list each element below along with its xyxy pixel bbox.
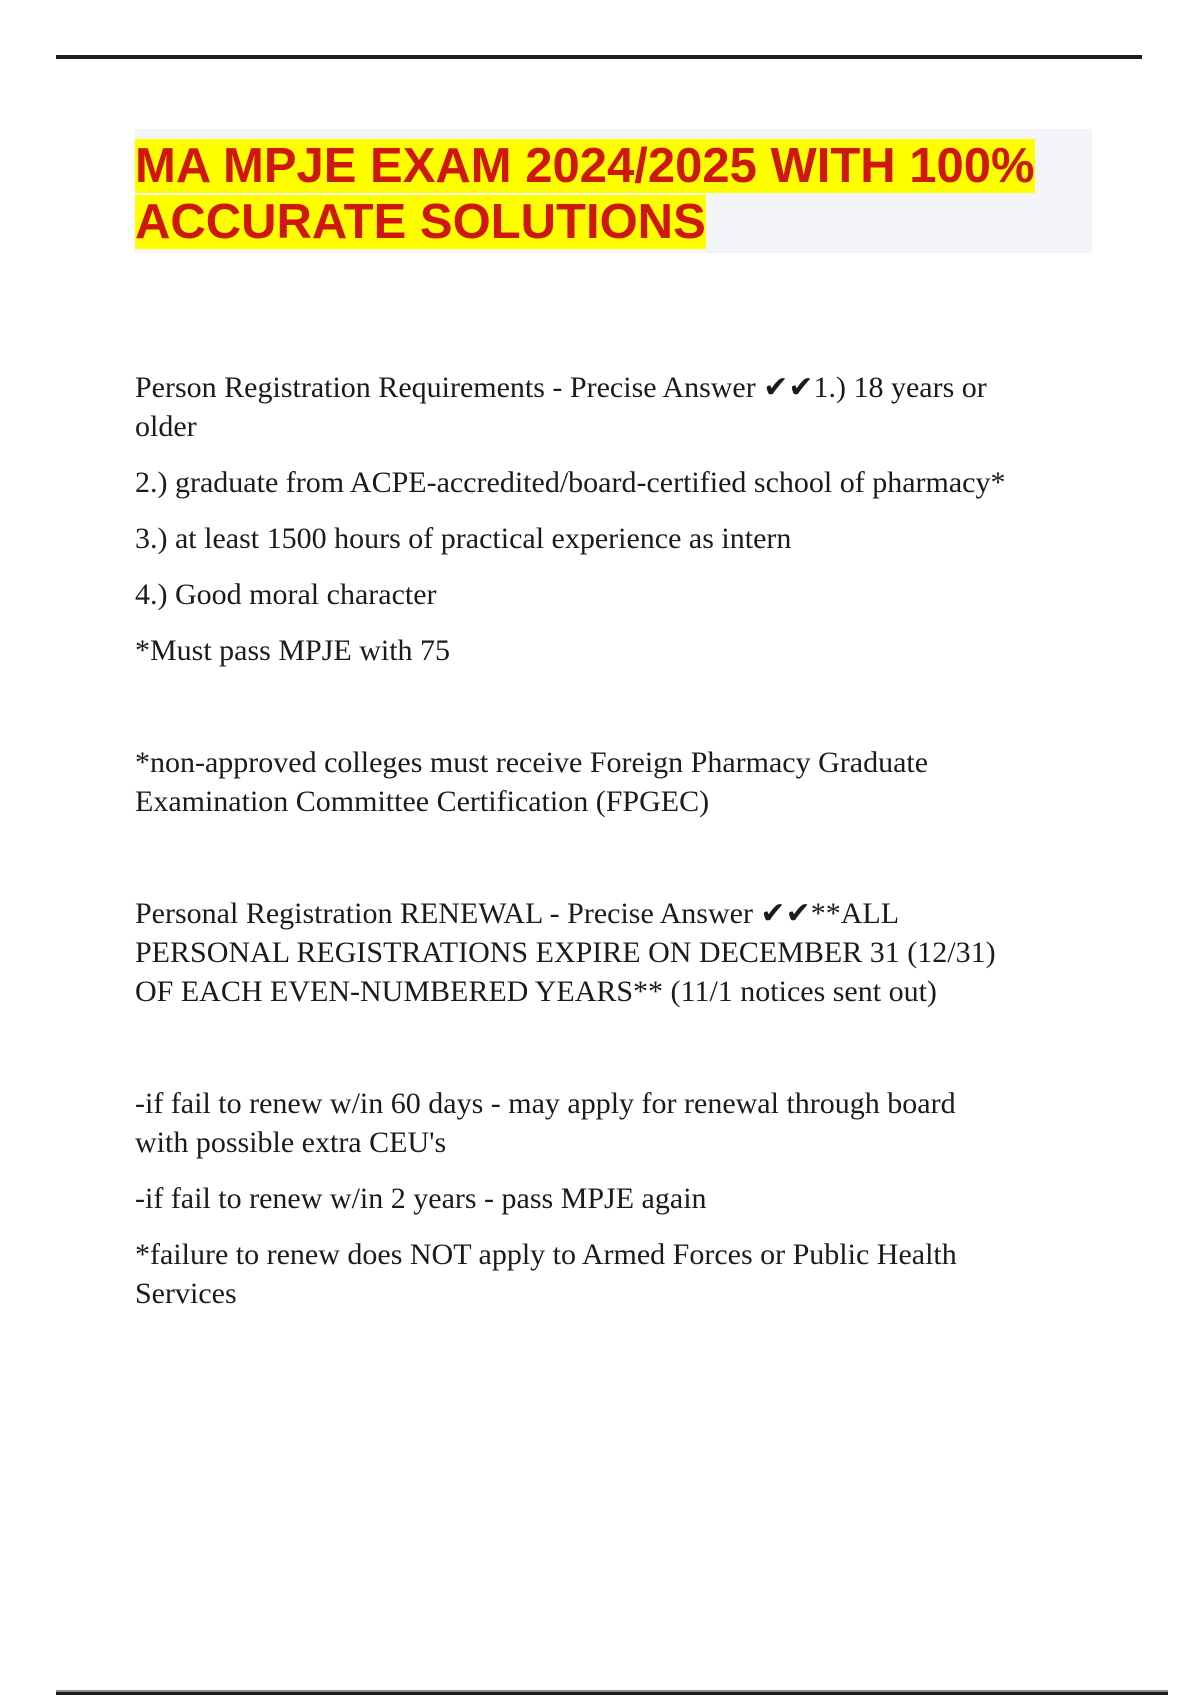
paragraph [135,1084,1035,1162]
text-line: older [135,410,197,443]
text-line: 4.) Good moral character [135,578,437,611]
text-line: *non-approved colleges must receive Foreign Pharmacy Graduate [135,746,929,779]
text-line [135,687,1035,726]
text-line: with possible extra CEU's [135,1126,447,1159]
paragraph [135,519,1035,558]
page-title [135,129,1092,253]
paragraph [135,463,1035,502]
paragraph [135,368,1035,446]
text-line: 2.) graduate from ACPE-accredited/board-certified school of pharmacy* [135,466,1006,499]
page-title-highlighted-text: MA MPJE EXAM 2024/2025 WITH 100% ACCURATE SOLUTIONS [135,139,1035,249]
paragraph [135,1235,1035,1313]
text-line: Examination Committee Certification (FPGEC) [135,785,710,818]
top-horizontal-rule [56,55,1142,59]
text-line: Personal Registration RENEWAL - Precise Answer ✔✔**ALL [135,897,900,930]
text-line: OF EACH EVEN-NUMBERED YEARS** (11/1 notices sent out) [135,975,937,1008]
text-line: PERSONAL REGISTRATIONS EXPIRE ON DECEMBER 31 (12/31) [135,936,996,969]
text-line [135,1028,1035,1067]
text-line: *failure to renew does NOT apply to Armed Forces or Public Health [135,1238,957,1271]
text-line: Person Registration Requirements - Precise Answer ✔✔1.) 18 years or [135,371,987,404]
text-line: Services [135,1277,237,1310]
paragraph [135,894,1035,1011]
paragraph [135,1179,1035,1218]
paragraph-blank [135,1028,1035,1067]
text-line: -if fail to renew w/in 60 days - may apply for renewal through board [135,1087,956,1120]
document-body [135,368,1035,1330]
paragraph-blank [135,687,1035,726]
text-line [135,838,1035,877]
paragraph-blank [135,838,1035,877]
paragraph [135,631,1035,670]
paragraph [135,743,1035,821]
text-line: *Must pass MPJE with 75 [135,634,451,667]
text-line: -if fail to renew w/in 2 years - pass MPJE again [135,1182,707,1215]
text-line: 3.) at least 1500 hours of practical experience as intern [135,522,792,555]
paragraph [135,575,1035,614]
bottom-horizontal-rule [56,1690,1168,1695]
